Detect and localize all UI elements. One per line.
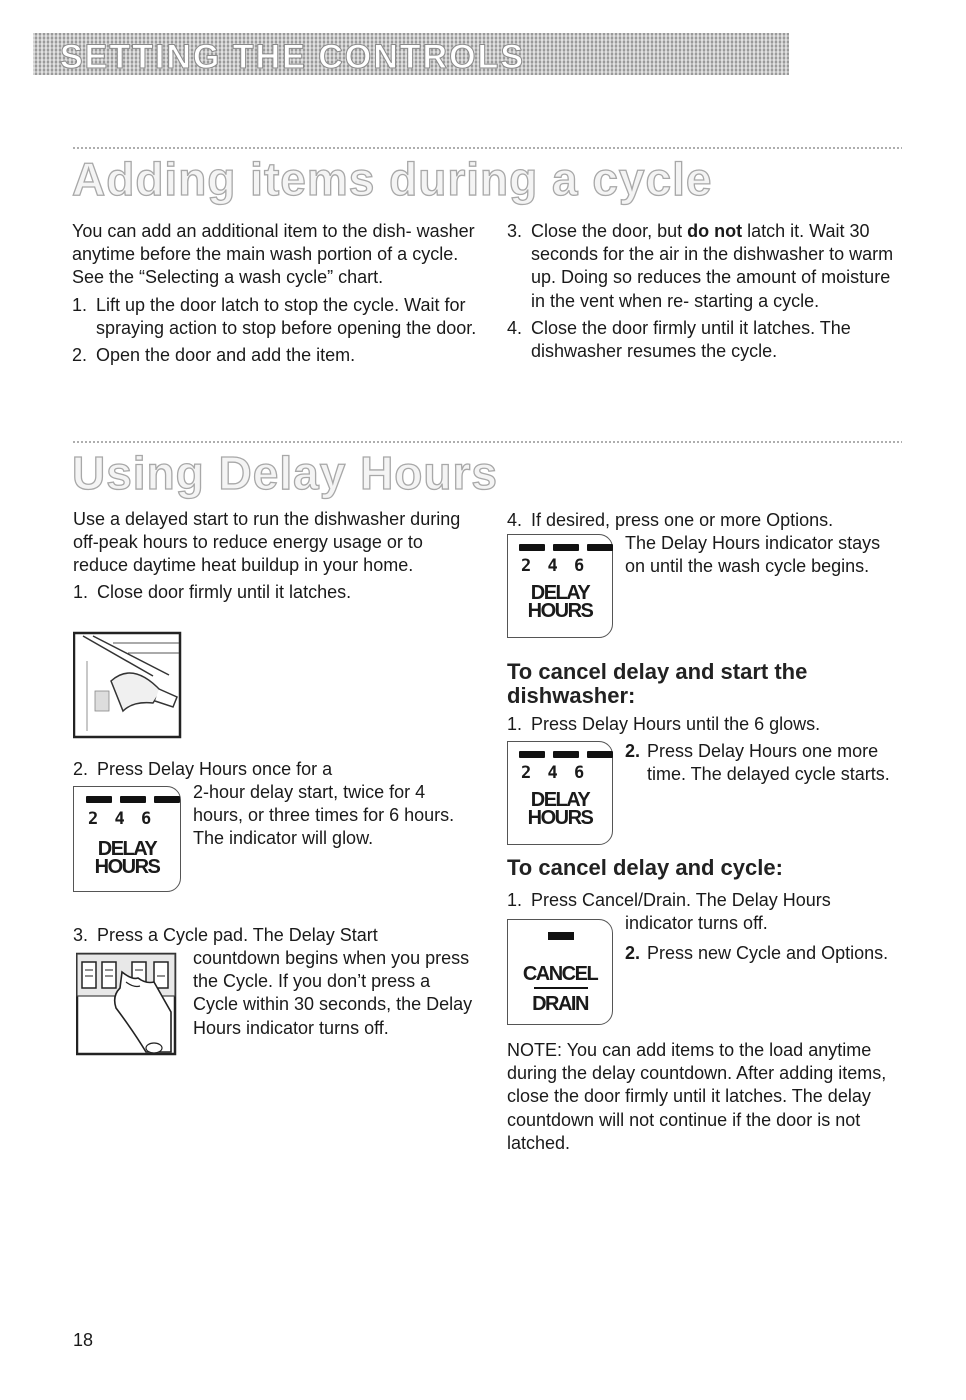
delay-step4-text: The Delay Hours indicator stays on until the wash cycle begins.	[625, 533, 881, 577]
list-item: 3. Close the door, but do not latch it. Wait 30 seconds for the air in the dishwasher to warm up. Doing so reduces the amount of moisture in the vent when re- starting a cycle.	[507, 221, 894, 311]
adding-left-column	[72, 220, 488, 367]
list-item: 2. Open the door and add the item.	[72, 345, 356, 366]
delay-intro-block	[73, 508, 473, 604]
hours-label: HOURS	[94, 856, 160, 878]
list-item: 1. Close door firmly until it latches.	[73, 581, 352, 602]
divider	[534, 987, 588, 989]
list-item: 2. Press Delay Hours once for a	[73, 759, 333, 779]
list-item: 1. Press Delay Hours until the 6 glows.	[507, 714, 821, 734]
indicator-light	[548, 932, 574, 940]
indicator-lights	[519, 751, 613, 758]
delay-step3-text: countdown begins when you press the Cycle. If you don’t press a Cycle within 30 seconds, the Delay Hours indicator turns off.	[193, 948, 473, 1038]
list-item: 2. Press Delay Hours one more time. The delayed cycle starts.	[625, 741, 890, 785]
indicator-lights	[519, 544, 613, 551]
delay-hours-button[interactable]	[507, 741, 613, 845]
section-title-adding: Adding items during a cycle	[72, 153, 713, 205]
page-number: 18	[73, 1330, 94, 1350]
cancel-drain-button[interactable]	[507, 919, 613, 1025]
delay-intro: Use a delayed start to run the dishwasher during off-peak hours to reduce energy usage or to reduce daytime heat buildup in your home.	[73, 509, 461, 576]
cancel-step1-text: indicator turns off.	[625, 913, 768, 933]
adding-intro: You can add an additional item to the dish- washer anytime before the main wash portion of a cycle. See the “Selecting a wash cycle” chart.	[72, 221, 475, 288]
delay-label: DELAY	[530, 789, 590, 811]
cancel-cycle-heading: To cancel delay and cycle:	[507, 855, 783, 880]
delay-step2-text: 2-hour delay start, twice for 4 hours, or three times for 6 hours. The indicator will glow.	[193, 782, 455, 849]
section-divider	[72, 146, 902, 150]
list-item: 2. Press new Cycle and Options.	[625, 943, 889, 963]
delay-hours-button[interactable]	[507, 534, 613, 638]
hours-label: HOURS	[527, 807, 593, 829]
hours-label: HOURS	[527, 600, 593, 622]
indicator-lights	[86, 796, 180, 803]
list-item: 1. Press Cancel/Drain. The Delay Hours	[507, 890, 831, 910]
door-latch-illustration	[73, 631, 183, 739]
banner-title: SETTING THE CONTROLS	[60, 38, 525, 76]
list-item: 3. Press a Cycle pad. The Delay Start	[73, 925, 378, 945]
delay-label: DELAY	[530, 582, 590, 604]
delay-hour-numbers: 2 4 6	[521, 763, 588, 783]
section-title-delay: Using Delay Hours	[72, 447, 498, 499]
section-divider	[72, 440, 902, 444]
delay-label: DELAY	[97, 838, 157, 860]
cancel-label: CANCEL	[522, 963, 598, 985]
list-item: 4. If desired, press one or more Options.	[507, 510, 834, 530]
delay-hour-numbers: 2 4 6	[521, 556, 588, 576]
cancel-start-heading: To cancel delay and start the dishwasher:	[507, 659, 808, 708]
list-item: 1. Lift up the door latch to stop the cycle. Wait for spraying action to stop before opening the door.	[72, 294, 477, 338]
delay-hour-numbers: 2 4 6	[88, 809, 155, 829]
note	[507, 1039, 897, 1155]
drain-label: DRAIN	[532, 993, 588, 1015]
cycle-pad-illustration	[76, 952, 178, 1056]
list-item: 4. Close the door firmly until it latches. The dishwasher resumes the cycle.	[507, 317, 851, 362]
adding-right-column	[507, 220, 897, 363]
note-text: You can add items to the load anytime during the delay countdown. After adding items, close the door firmly until it latches. The delay countdown will not continue if the door is not latched.	[507, 1040, 887, 1153]
note-label: NOTE:	[507, 1040, 563, 1060]
delay-hours-button[interactable]	[73, 786, 181, 892]
